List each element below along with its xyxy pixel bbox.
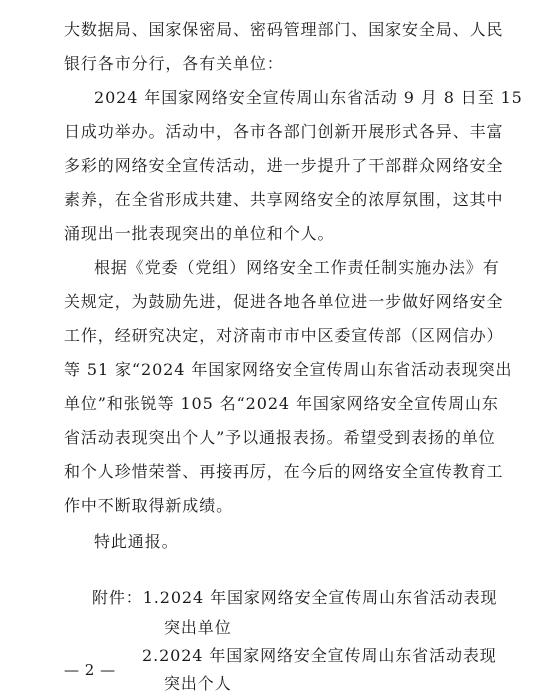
attachment-item-2-continuation: 突出个人 — [164, 674, 232, 693]
paragraph-line: 省活动表现突出个人”予以通报表扬。希望受到表扬的单位 — [64, 428, 496, 447]
addressee-line: 大数据局、国家保密局、密码管理部门、国家安全局、人民 — [64, 20, 504, 39]
paragraph-line: 工作，经研究决定，对济南市市中区委宣传部（区网信办） — [64, 326, 504, 345]
paragraph-line: 关规定，为鼓励先进，促进各地各单位进一步做好网络安全 — [64, 292, 504, 311]
paragraph-line: 日成功举办。活动中，各市各部门创新开展形式各异、丰富 — [64, 122, 504, 141]
paragraph-line: 作中不断取得新成绩。 — [64, 496, 234, 515]
attachment-item-1: 附件：1.2024 年国家网络安全宣传周山东省活动表现 — [92, 588, 498, 607]
paragraph-line: 涌现出一批表现突出的单位和个人。 — [64, 224, 335, 243]
page-number: — 2 — — [64, 661, 116, 679]
paragraph-line: 根据《党委（党组）网络安全工作责任制实施办法》有 — [94, 258, 500, 277]
paragraph-line: 等 51 家“2024 年国家网络安全宣传周山东省活动表现突出 — [64, 360, 513, 379]
attachment-item-1-continuation: 突出单位 — [164, 618, 232, 637]
paragraph-line: 单位”和张锐等 105 名“2024 年国家网络安全宣传周山东 — [64, 394, 499, 413]
closing-text: 特此通报。 — [94, 532, 179, 551]
paragraph-line: 2024 年国家网络安全宣传周山东省活动 9 月 8 日至 15 — [94, 88, 523, 107]
paragraph-line: 素养，在全省形成共建、共享网络安全的浓厚氛围，这其中 — [64, 190, 504, 209]
paragraph-line: 和个人珍惜荣誉、再接再厉，在今后的网络安全宣传教育工 — [64, 462, 504, 481]
paragraph-line: 多彩的网络安全宣传活动，进一步提升了干部群众网络安全 — [64, 156, 504, 175]
addressee-line: 银行各市分行，各有关单位： — [64, 54, 284, 73]
attachment-item-2: 2.2024 年国家网络安全宣传周山东省活动表现 — [142, 646, 497, 665]
